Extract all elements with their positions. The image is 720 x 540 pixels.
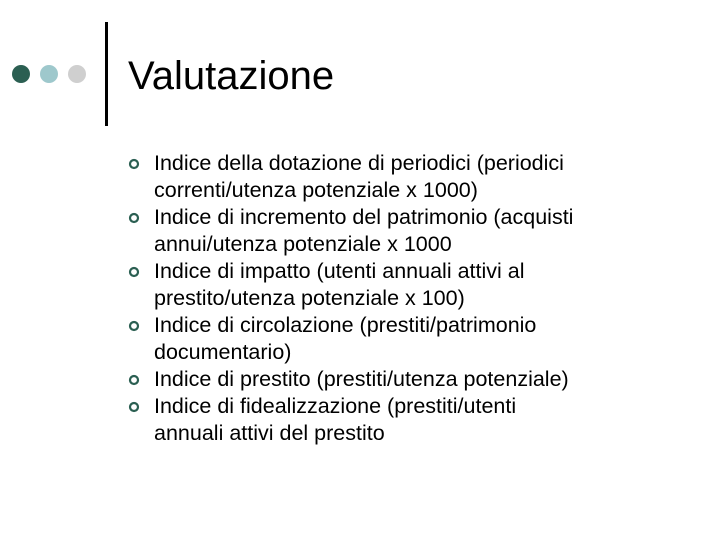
bullet-text: Indice di prestito (prestiti/utenza potenziale) xyxy=(154,367,569,391)
bullet-item xyxy=(126,258,686,312)
decorative-dot-dark xyxy=(12,65,30,83)
bullet-item xyxy=(126,312,686,366)
ring-bullet-icon xyxy=(126,312,154,339)
ring-bullet-icon xyxy=(126,366,154,393)
title-divider-line xyxy=(105,22,108,126)
ring-bullet-icon xyxy=(126,258,154,285)
bullet-item xyxy=(126,150,686,204)
ring-bullet-icon xyxy=(126,150,154,177)
bullet-text: Indice della dotazione di periodici (periodici correnti/utenza potenziale x 1000) xyxy=(154,151,564,202)
bullet-text: Indice di incremento del patrimonio (acquisti annui/utenza potenziale x 1000 xyxy=(154,205,574,256)
bullet-text: Indice di impatto (utenti annuali attivi al prestito/utenza potenziale x 100) xyxy=(154,259,525,310)
decorative-dot-gray xyxy=(68,65,86,83)
bullet-list xyxy=(126,150,686,447)
ring-bullet-icon xyxy=(126,204,154,231)
decorative-dot-teal xyxy=(40,65,58,83)
bullet-item xyxy=(126,204,686,258)
bullet-item xyxy=(126,366,686,393)
slide-title: Valutazione xyxy=(128,54,335,98)
bullet-text: Indice di circolazione (prestiti/patrimonio documentario) xyxy=(154,313,537,364)
bullet-item xyxy=(126,393,686,447)
ring-bullet-icon xyxy=(126,393,154,420)
bullet-text: Indice di fidealizzazione (prestiti/utenti annuali attivi del prestito xyxy=(154,394,517,445)
